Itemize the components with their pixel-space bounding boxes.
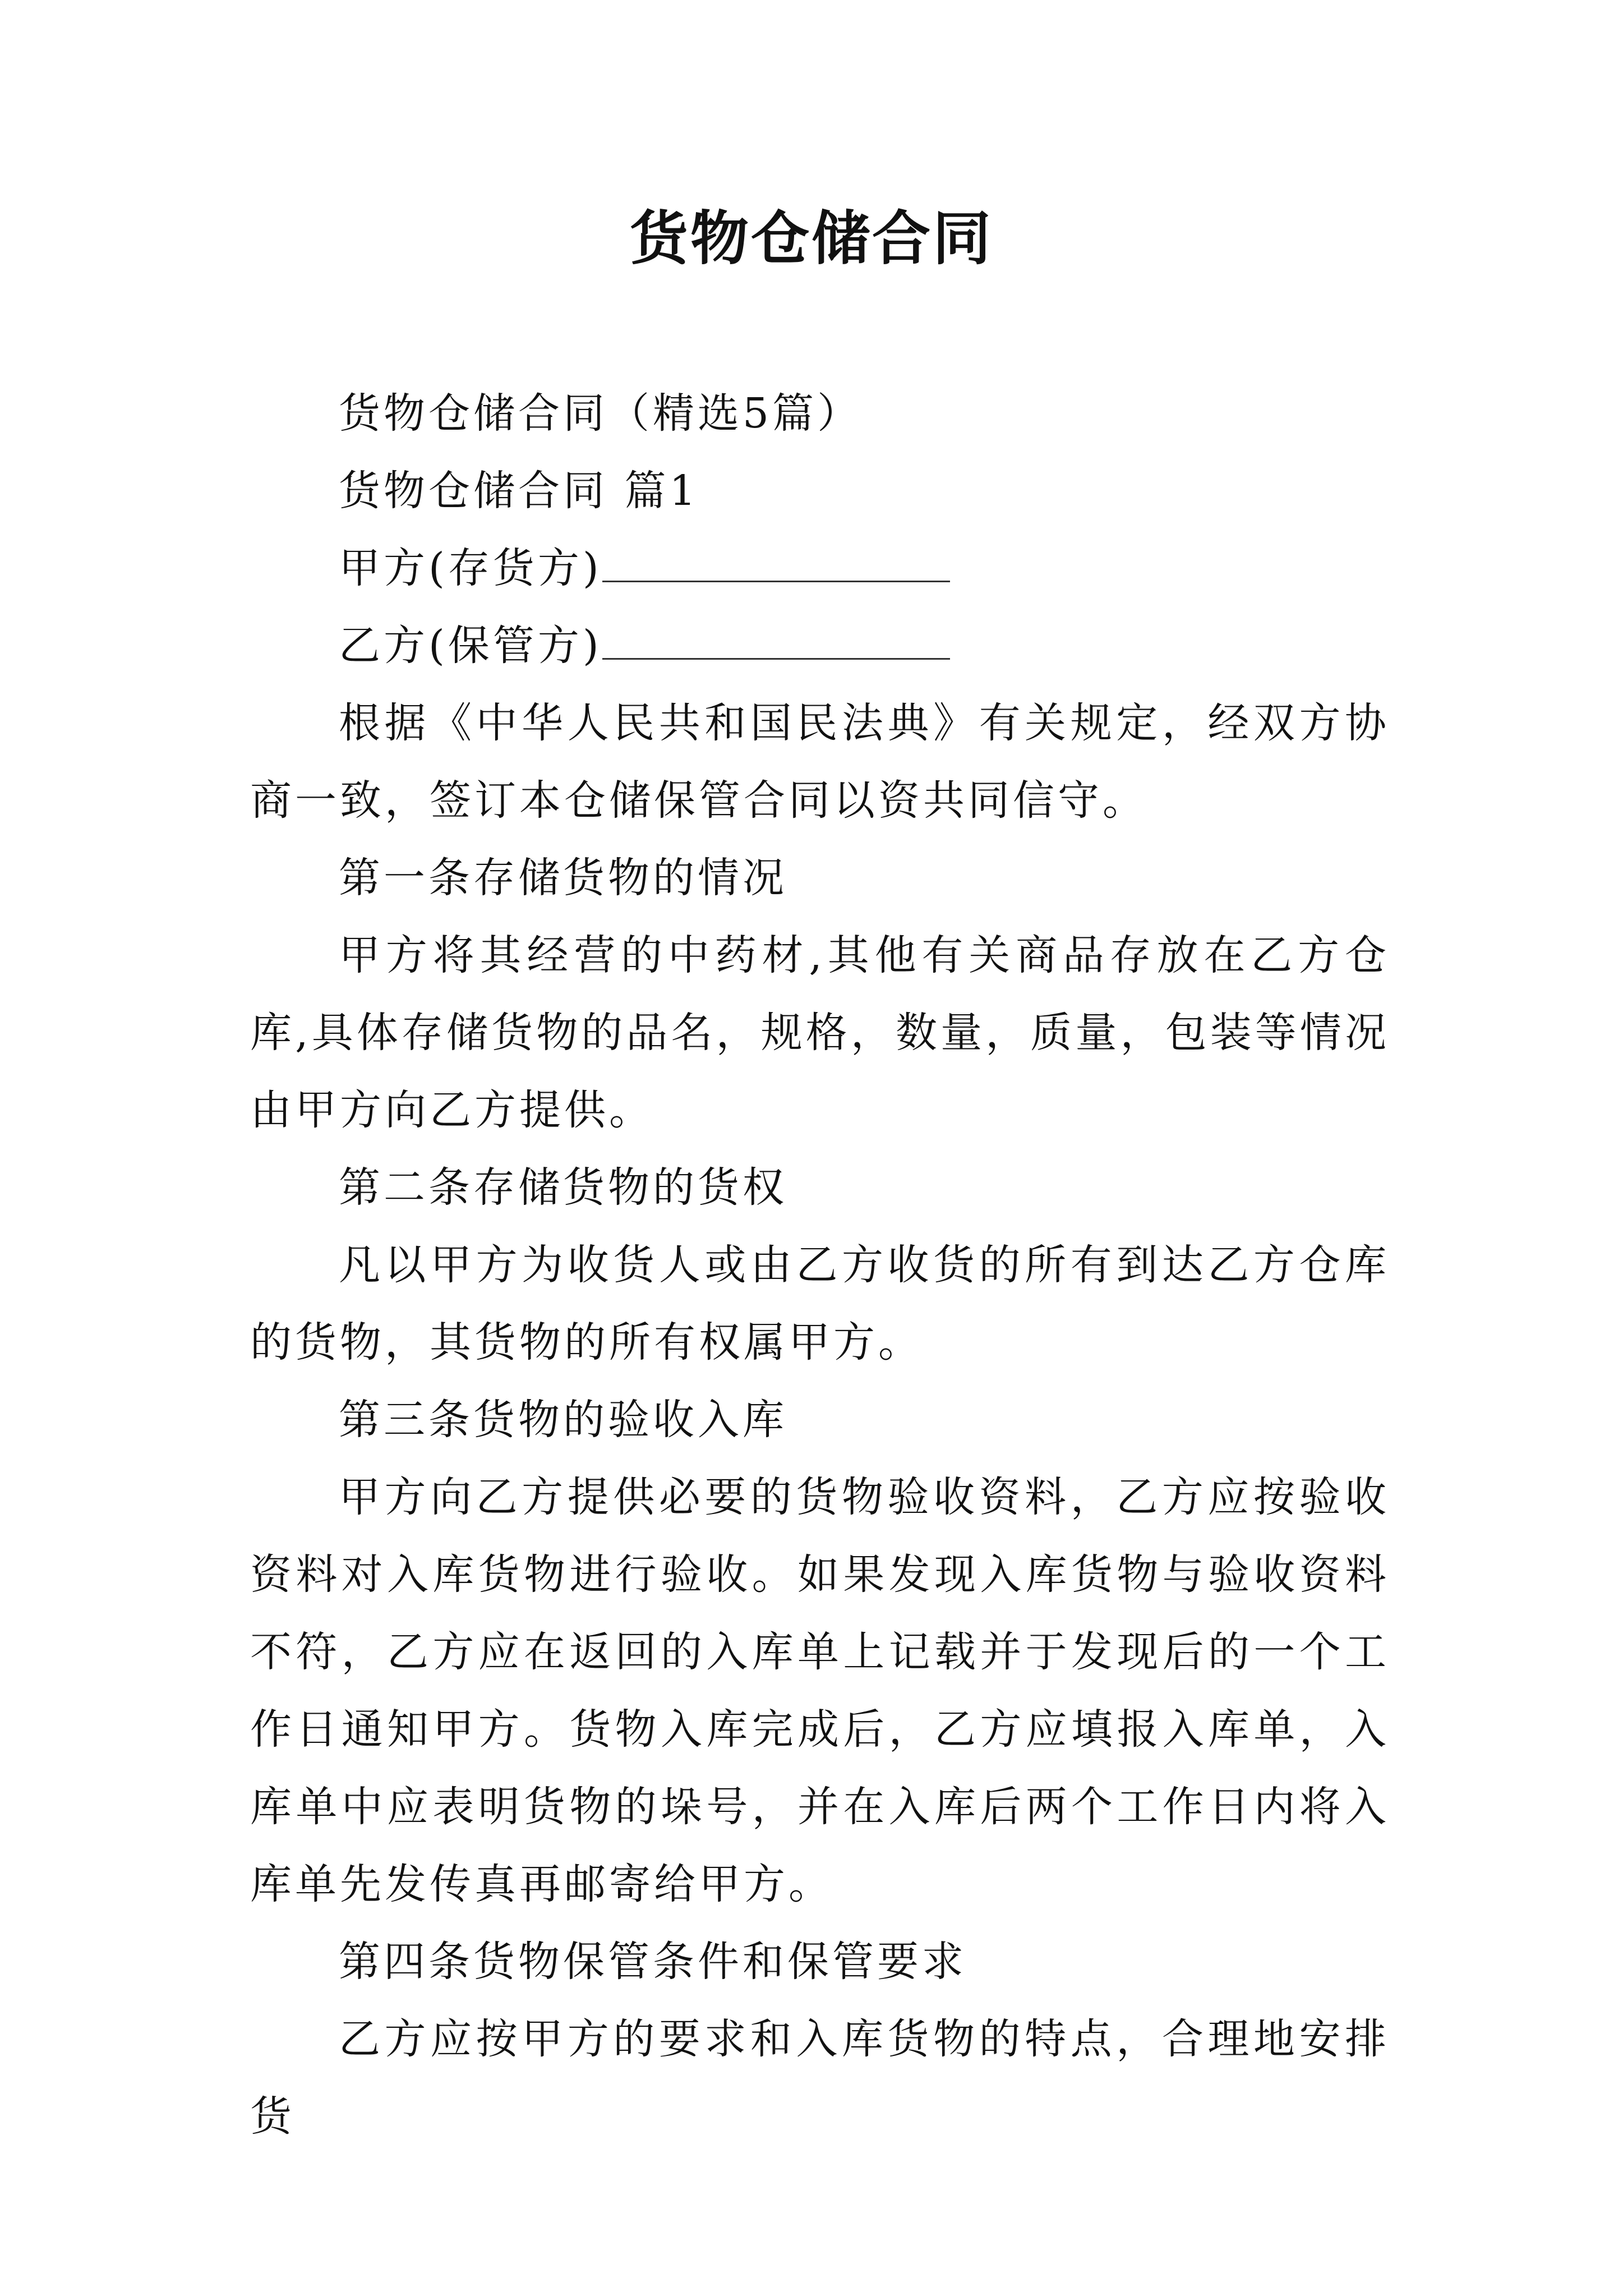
article-4-body: 乙方应按甲方的要求和入库货物的特点，合理地安排货 (250, 2015, 1390, 2141)
party-a-label: 甲方(存货方) (339, 544, 602, 592)
article-1-body: 甲方将其经营的中药材,其他有关商品存放在乙方仓库,具体存储货物的品名，规格，数量，质量，包装等情况由甲方向乙方提供。 (250, 931, 1390, 1134)
article-1-heading: 第一条存储货物的情况 (339, 854, 787, 902)
article-3-heading: 第三条货物的验收入库 (339, 1396, 787, 1444)
document-body (250, 375, 1390, 2155)
party-a-blank (602, 545, 950, 582)
party-b-label: 乙方(保管方) (339, 622, 602, 670)
party-b-line (250, 607, 1390, 684)
preamble-paragraph: 根据《中华人民共和国民法典》有关规定，经双方协商一致，签订本仓储保管合同以资共同信守。 (250, 699, 1390, 825)
document-title: 货物仓储合同 (629, 204, 993, 273)
article-3-body: 甲方向乙方提供必要的货物验收资料，乙方应按验收资料对入库货物进行验收。如果发现入库货物与验收资料不符，乙方应在返回的入库单上记载并于发现后的一个工作日通知甲方。货物入库完成后，乙方应填报入库单，入库单中应表明货物的垛号，并在入库后两个工作日内将入库单先发传真再邮寄给甲方。 (250, 1473, 1390, 1908)
party-b-blank (602, 622, 950, 660)
article-2-body: 凡以甲方为收货人或由乙方收货的所有到达乙方仓库的货物，其货物的所有权属甲方。 (250, 1241, 1390, 1366)
article-2-heading: 第二条存储货物的货权 (339, 1163, 787, 1212)
party-a-line (250, 530, 1390, 607)
subtitle-selection: 货物仓储合同（精选5篇） (339, 389, 863, 438)
section-heading-part1: 货物仓储合同 篇1 (339, 467, 699, 515)
article-4-heading: 第四条货物保管条件和保管要求 (339, 1938, 967, 1986)
